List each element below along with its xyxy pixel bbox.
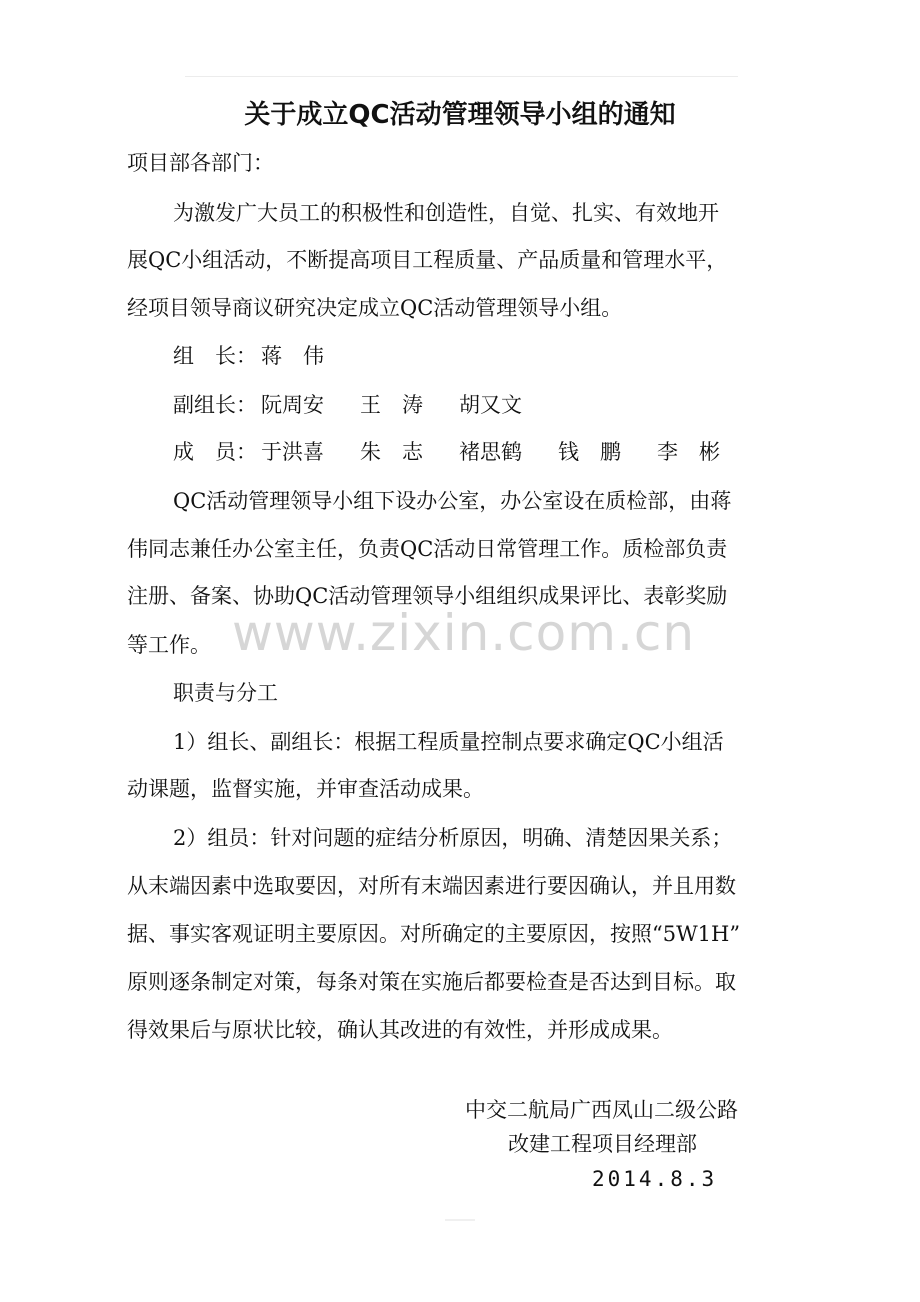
- office-line-4: 等工作。: [127, 633, 211, 657]
- salutation: 项目部各部门：: [127, 151, 274, 175]
- signature-date: 2014.8.3: [592, 1167, 718, 1191]
- watermark: www.zixin.com.cn: [232, 604, 696, 662]
- intro-line-3: 经项目领导商议研究决定成立QC活动管理领导小组。: [127, 296, 623, 320]
- office-line-2: 伟同志兼任办公室主任，负责QC活动日常管理工作。质检部负责: [127, 537, 728, 561]
- roster-label: 副组长：: [173, 393, 257, 417]
- intro-line-2: 展QC小组活动，不断提高项目工程质量、产品质量和管理水平，: [127, 248, 728, 272]
- duty2-line-4: 原则逐条制定对策，每条对策在实施后都要检查是否达到目标。取: [127, 970, 736, 994]
- roster-label: 组 长：: [173, 344, 257, 368]
- duties-heading: 职责与分工: [173, 681, 278, 705]
- office-line-1: QC活动管理领导小组下设办公室，办公室设在质检部，由蒋: [173, 489, 732, 513]
- roster-name: 蒋 伟: [261, 344, 324, 368]
- duty2-line-3: 据、事实客观证明主要原因。对所确定的主要原因，按照“5W1H”: [127, 922, 741, 946]
- roster-members: [173, 437, 756, 467]
- roster-name: 李 彬: [657, 440, 720, 464]
- intro-line-1: 为激发广大员工的积极性和创造性，自觉、扎实、有效地开: [173, 201, 719, 225]
- top-rule: [185, 76, 738, 77]
- roster-name: 胡又文: [459, 393, 522, 417]
- office-line-3: 注册、备案、协助QC活动管理领导小组组织成果评比、表彰奖励: [127, 584, 728, 608]
- page-mark: [445, 1219, 475, 1221]
- roster-label: 成 员：: [173, 440, 257, 464]
- duty2-line-5: 得效果后与原状比较，确认其改进的有效性，并形成成果。: [127, 1018, 673, 1042]
- signature-org-line-2: 改建工程项目经理部: [508, 1132, 697, 1156]
- roster-deputies: [173, 390, 558, 420]
- signature-org-line-1: 中交二航局广西凤山二级公路: [465, 1098, 738, 1122]
- roster-name: 于洪喜: [261, 440, 324, 464]
- duty2-line-1: 2）组员：针对问题的症结分析原因，明确、清楚因果关系；: [173, 826, 733, 850]
- duty1-line-1: 1）组长、副组长：根据工程质量控制点要求确定QC小组活: [173, 730, 724, 754]
- roster-name: 阮周安: [261, 393, 324, 417]
- roster-name: 朱 志: [360, 440, 423, 464]
- roster-leader: [173, 341, 360, 371]
- duty2-line-2: 从末端因素中选取要因，对所有末端因素进行要因确认，并且用数: [127, 874, 736, 898]
- roster-name: 褚思鹤: [459, 440, 522, 464]
- roster-name: 王 涛: [360, 393, 423, 417]
- document-title: 关于成立QC活动管理领导小组的通知: [244, 100, 676, 130]
- duty1-line-2: 动课题，监督实施，并审查活动成果。: [127, 777, 484, 801]
- roster-name: 钱 鹏: [558, 440, 621, 464]
